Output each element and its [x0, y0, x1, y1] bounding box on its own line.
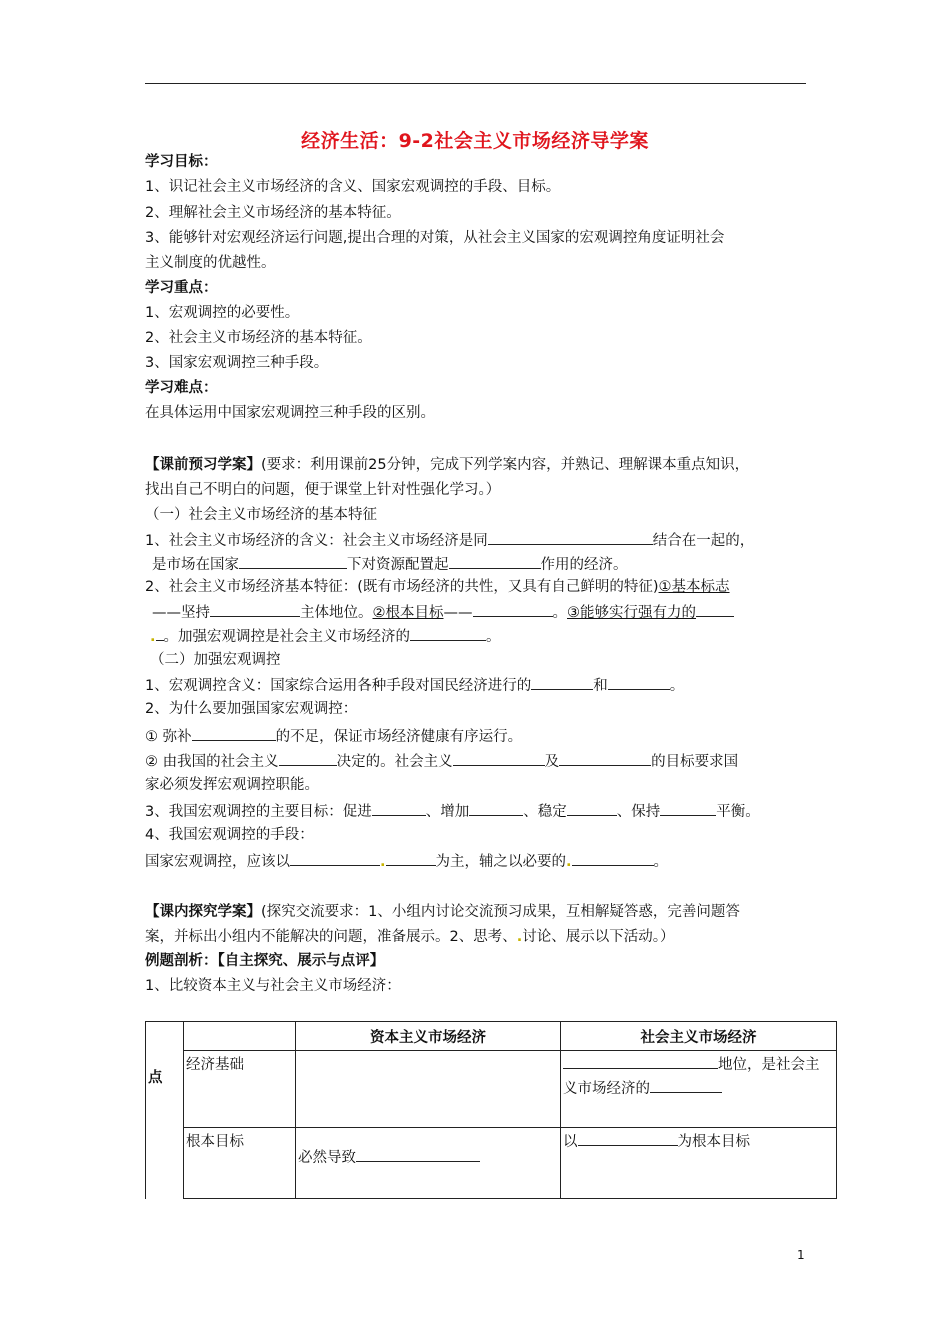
preview-intro-line: [145, 455, 749, 475]
question-text: 国家宏观调控，应该以: [145, 854, 290, 870]
inclass-intro: 讨论、展示以下活动。）: [522, 929, 675, 945]
marker-dot: .: [516, 929, 523, 945]
underlined-text: ①基本标志: [658, 579, 730, 595]
inclass-intro-line-2: [145, 927, 675, 947]
section-title: （二）加强宏观调控: [150, 652, 281, 668]
question-text: 1、宏观调控含义：国家综合运用各种手段对国民经济进行的: [145, 678, 532, 694]
question-text: 。: [669, 678, 685, 694]
answer-blank[interactable]: [210, 601, 300, 617]
answer-blank[interactable]: [660, 800, 716, 816]
table-header-socialist: 社会主义市场经济: [561, 1022, 837, 1051]
question-text: 3、我国宏观调控的主要目标：促进: [145, 804, 372, 820]
difficulty-item: 在具体运用中国家宏观调控三种手段的区别。: [145, 405, 435, 421]
marker-dot: .: [150, 629, 156, 645]
table-corner-cell: [184, 1022, 296, 1051]
question-text: 、保持: [616, 804, 661, 820]
question-text: 。加强宏观调控是社会主义市场经济的: [163, 629, 411, 645]
question-line: [145, 800, 760, 822]
objectives-heading: 学习目标：: [145, 154, 218, 170]
example-heading: 例题剖析：【自主探究、展示与点评】: [145, 953, 385, 969]
key-points-heading: 学习重点：: [145, 280, 218, 296]
answer-blank[interactable]: [696, 601, 734, 617]
objective-item: 1、识记社会主义市场经济的含义、国家宏观调控的手段、目标。: [145, 179, 561, 195]
question-line: [152, 553, 628, 575]
table-row-label: 根本目标: [184, 1128, 296, 1199]
question-text: 。: [653, 854, 669, 870]
question-line: [150, 625, 501, 647]
answer-blank[interactable]: [239, 553, 347, 569]
answer-blank[interactable]: [410, 625, 486, 641]
question-line: [145, 850, 668, 872]
objective-item: 3、能够针对宏观经济运行问题,提出合理的对策，从社会主义国家的宏观调控角度证明社会: [145, 230, 725, 246]
question-line: [145, 529, 754, 551]
question-line: 2、为什么要加强国家宏观调控：: [145, 701, 358, 717]
answer-blank[interactable]: [567, 800, 617, 816]
table-cell-answer[interactable]: [561, 1051, 837, 1128]
marker-dot: .: [380, 854, 386, 870]
answer-blank[interactable]: [290, 850, 380, 866]
page-number: 1: [797, 1248, 805, 1262]
question-line: [145, 577, 730, 597]
comparison-table: [145, 1021, 837, 1199]
answer-blank[interactable]: [559, 750, 651, 766]
question-text: ——坚持: [152, 605, 210, 621]
question-text: 下对资源配置起: [347, 557, 449, 573]
question-text: 1、社会主义市场经济的含义：社会主义市场经济是同: [145, 533, 488, 549]
question-line: 1、比较资本主义与社会主义市场经济：: [145, 978, 401, 994]
answer-blank[interactable]: [453, 750, 545, 766]
question-line: [145, 674, 684, 696]
question-text: 的不足，保证市场经济健康有序运行。: [275, 729, 523, 745]
answer-blank[interactable]: [563, 1053, 718, 1069]
question-text: 平衡。: [716, 804, 760, 820]
answer-blank[interactable]: [578, 1130, 678, 1146]
question-text: 、稳定: [523, 804, 567, 820]
underlined-text: ③能够实行强有力的: [567, 605, 696, 621]
question-text: ——: [443, 605, 473, 621]
question-text: 。: [486, 629, 501, 645]
key-point-item: 2、社会主义市场经济的基本特征。: [145, 330, 372, 346]
question-text: 为主，辅之以必要的: [435, 854, 567, 870]
table-cell-answer[interactable]: [296, 1051, 561, 1128]
question-line: [145, 750, 738, 772]
answer-blank[interactable]: [531, 674, 593, 690]
answer-blank[interactable]: [473, 601, 553, 617]
question-text: ② 由我国的社会主义: [145, 754, 279, 770]
question-text: 作用的经济。: [540, 557, 628, 573]
inclass-intro: (探究交流要求：1、小组内讨论交流预习成果，互相解疑答惑，完善问题答: [261, 904, 740, 920]
question-text: 的目标要求国: [651, 754, 739, 770]
table-cell-answer[interactable]: [561, 1128, 837, 1199]
question-line: 家必须发挥宏观调控职能。: [145, 777, 319, 793]
marker-dot: .: [566, 854, 572, 870]
inclass-intro-line: [145, 902, 740, 922]
question-text: 。: [552, 605, 567, 621]
cell-text: 义市场经济的: [563, 1081, 650, 1097]
question-line: 4、我国宏观调控的手段：: [145, 827, 314, 843]
table-header-capitalist: 资本主义市场经济: [296, 1022, 561, 1051]
question-line: [152, 601, 734, 623]
answer-blank[interactable]: [192, 725, 276, 741]
table-header-row: [146, 1022, 837, 1051]
question-text: 2、社会主义市场经济基本特征：(既有市场经济的共性，又具有自己鲜明的特征): [145, 579, 659, 595]
key-point-item: 1、宏观调控的必要性。: [145, 305, 300, 321]
inclass-intro: 案，并标出小组内不能解决的问题，准备展示。2、思考、: [145, 929, 517, 945]
inclass-heading: 【课内探究学案】: [145, 904, 261, 920]
answer-blank[interactable]: [650, 1077, 722, 1093]
header-rule: [145, 83, 806, 84]
question-text: 和: [593, 678, 608, 694]
question-text: ① 弥补: [145, 729, 192, 745]
answer-blank[interactable]: [156, 625, 164, 641]
page-title: 经济生活：9-2社会主义市场经济导学案: [301, 130, 649, 152]
table-cell-answer[interactable]: [296, 1128, 561, 1199]
answer-blank[interactable]: [386, 850, 436, 866]
answer-blank[interactable]: [608, 674, 670, 690]
cell-text: 为根本目标: [677, 1134, 750, 1150]
preview-heading: 【课前预习学案】: [145, 457, 261, 473]
answer-blank[interactable]: [279, 750, 337, 766]
table-row: [146, 1128, 837, 1199]
question-text: 及: [544, 754, 560, 770]
table-row-label: 经济基础: [184, 1051, 296, 1128]
objective-item: 主义制度的优越性。: [145, 255, 276, 271]
table-row: [146, 1051, 837, 1128]
answer-blank[interactable]: [449, 553, 541, 569]
cell-text: 必然导致: [298, 1150, 356, 1166]
question-text: 结合在一起的，: [652, 533, 755, 549]
question-text: 决定的。社会主义: [336, 754, 453, 770]
difficulties-heading: 学习难点：: [145, 380, 218, 396]
underlined-text: ②根本目标: [372, 605, 444, 621]
section-title: （一）社会主义市场经济的基本特征: [145, 507, 377, 523]
question-text: 、增加: [425, 804, 470, 820]
cell-text: 以: [563, 1134, 578, 1150]
question-text: 主体地位。: [300, 605, 373, 621]
answer-blank[interactable]: [488, 529, 653, 545]
preview-intro-line-2: 找出自己不明白的问题，便于课堂上针对性强化学习。）: [145, 482, 501, 498]
answer-blank[interactable]: [572, 850, 654, 866]
cell-text: 地位，是社会主: [718, 1057, 820, 1073]
answer-blank[interactable]: [372, 800, 426, 816]
objective-item: 2、理解社会主义市场经济的基本特征。: [145, 205, 401, 221]
answer-blank[interactable]: [469, 800, 523, 816]
key-point-item: 3、国家宏观调控三种手段。: [145, 355, 329, 371]
answer-blank[interactable]: [356, 1146, 480, 1162]
preview-intro: (要求：利用课前25分钟，完成下列学案内容，并熟记、理解课本重点知识，: [261, 457, 750, 473]
question-line: [145, 725, 522, 747]
question-text: 是市场在国家: [152, 557, 239, 573]
table-side-label: 点: [146, 1022, 184, 1199]
